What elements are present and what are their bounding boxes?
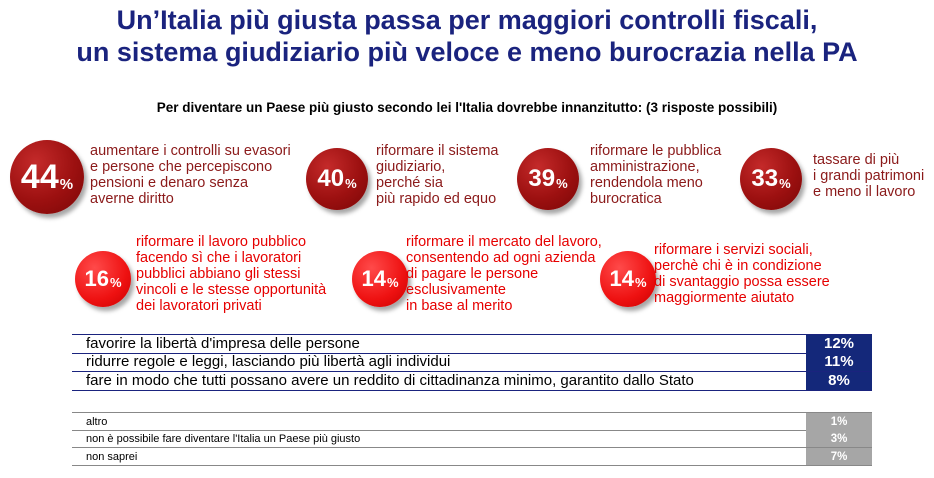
row-label: ridurre regole e leggi, lasciando più libertà agli individui — [86, 353, 451, 370]
row-value: 3% — [806, 430, 872, 447]
label-line: i grandi patrimoni — [813, 168, 925, 184]
label-line: consentendo ad ogni azienda — [406, 250, 596, 266]
bubble-percent: % — [109, 275, 122, 290]
bubble-value: 33 — [751, 165, 779, 192]
bubble-14-servizi — [600, 251, 656, 307]
label-line: giudiziario, — [376, 159, 446, 175]
bubble-value: 40 — [317, 165, 345, 192]
label-line: in base al merito — [406, 298, 513, 314]
label-line: dei lavoratori privati — [136, 298, 262, 314]
table-row — [72, 334, 872, 354]
row-label: non è possibile fare diventare l'Italia un Paese più giusto — [86, 433, 361, 445]
row-value: 1% — [806, 413, 872, 430]
row-label: favorire la libertà d'impresa delle persone — [86, 335, 360, 352]
title-line-2: un sistema giudiziario più veloce e meno burocrazia nella PA — [76, 37, 858, 67]
label-line: riformare il lavoro pubblico — [136, 234, 307, 250]
bubble-label — [654, 242, 830, 306]
bubble-value: 14 — [609, 266, 634, 291]
label-line: riformare il sistema — [376, 143, 499, 159]
label-line: facendo sì che i lavoratori — [136, 250, 302, 266]
label-line: di pagare le persone — [406, 266, 539, 282]
label-line: tassare di più — [813, 152, 900, 168]
row-value: 7% — [806, 448, 872, 465]
bubble-14-lavoro — [352, 251, 408, 307]
bubble-label — [590, 143, 721, 207]
bubble-value: 16 — [84, 266, 109, 291]
table-row — [72, 372, 872, 391]
question-subtitle: Per diventare un Paese più giusto secondo lei l'Italia dovrebbe innanzitutto: (3 risposte possibili) — [156, 100, 778, 115]
title-line-1: Un’Italia più giusta passa per maggiori controlli fiscali, — [116, 5, 818, 35]
bubble-40 — [306, 148, 368, 210]
bubble-value: 14 — [361, 266, 386, 291]
bubble-16 — [75, 251, 131, 307]
bubble-percent: % — [59, 175, 74, 193]
label-line: burocratica — [590, 191, 662, 207]
label-line: rendendola meno — [590, 175, 703, 191]
label-line: aumentare i controlli su evasori — [90, 143, 291, 159]
row-label: fare in modo che tutti possano avere un reddito di cittadinanza minimo, garantito dallo Stato — [86, 372, 694, 389]
bubble-39 — [517, 148, 579, 210]
table-row — [72, 430, 872, 448]
bubble-value: 39 — [528, 165, 556, 192]
label-line: averne diritto — [90, 191, 174, 207]
bubble-label — [406, 234, 602, 314]
label-line: perchè chi è in condizione — [654, 258, 822, 274]
table-row — [72, 412, 872, 431]
bubble-44 — [10, 140, 84, 214]
label-line: pensioni e denaro senza — [90, 175, 249, 191]
label-line: e meno il lavoro — [813, 184, 916, 200]
row-label: altro — [86, 416, 108, 428]
bubble-33 — [740, 148, 802, 210]
row-value: 12% — [806, 335, 872, 353]
bubble-percent: % — [345, 175, 357, 191]
label-line: esclusivamente — [406, 282, 506, 298]
bubble-label — [136, 234, 326, 314]
bubble-percent: % — [634, 275, 647, 290]
row-value: 11% — [806, 353, 872, 371]
bubble-label — [376, 143, 498, 207]
label-line: maggiormente aiutato — [654, 290, 795, 306]
label-line: amministrazione, — [590, 159, 700, 175]
label-line: di svantaggio possa essere — [654, 274, 830, 290]
label-line: perché sia — [376, 175, 443, 191]
label-line: pubblici abbiano gli stessi — [136, 266, 301, 282]
bubble-label — [90, 143, 291, 207]
label-line: riformare il mercato del lavoro, — [406, 234, 602, 250]
table-row — [72, 448, 872, 466]
bubble-percent: % — [386, 275, 399, 290]
page-title — [0, 4, 934, 68]
table-row — [72, 353, 872, 372]
bubble-label — [813, 152, 924, 200]
label-line: riformare i servizi sociali, — [654, 242, 813, 258]
bubble-value: 44 — [20, 158, 59, 196]
label-line: e persone che percepiscono — [90, 159, 273, 175]
label-line: vincoli e le stesse opportunità — [136, 282, 327, 298]
row-label: non saprei — [86, 451, 138, 463]
bubble-percent: % — [779, 175, 791, 191]
label-line: più rapido ed equo — [376, 191, 497, 207]
row-value: 8% — [806, 372, 872, 390]
label-line: riformare le pubblica — [590, 143, 722, 159]
bubble-percent: % — [556, 175, 568, 191]
